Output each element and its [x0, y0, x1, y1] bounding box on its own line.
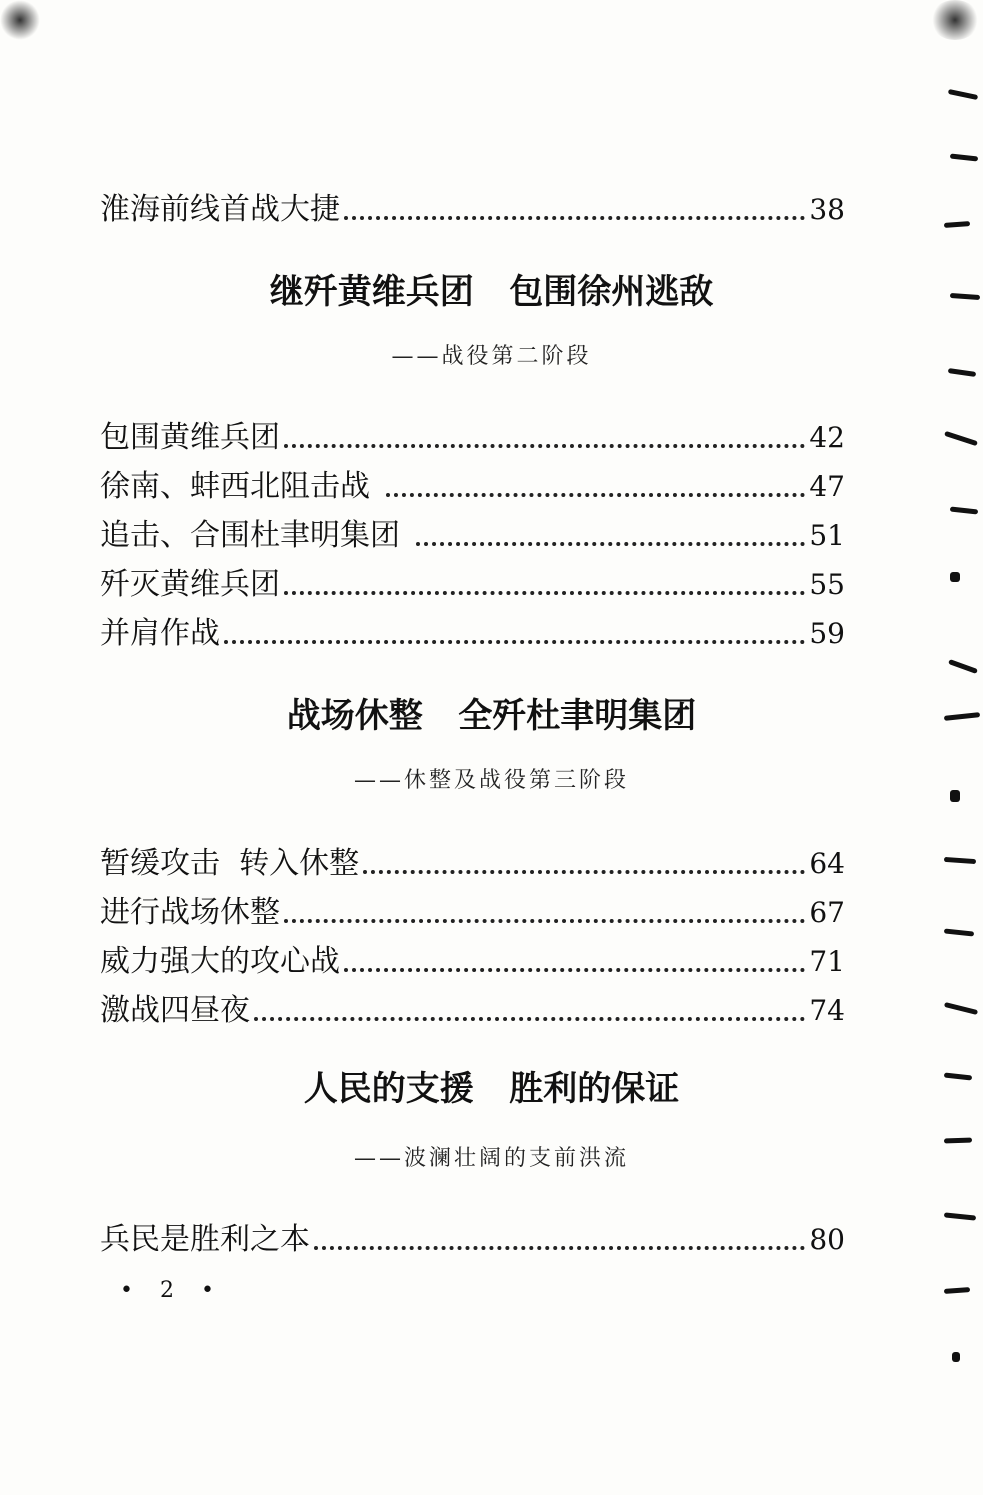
toc-entry-page: 59 [809, 617, 845, 650]
toc-entry [100, 889, 845, 933]
toc-entry-page: 51 [809, 519, 845, 552]
section-heading: 继歼黄维兵团 包围徐州逃敌 [269, 272, 714, 312]
toc-leader-dots [284, 444, 805, 448]
toc-leader-dots [224, 640, 805, 644]
toc-leader-dots [344, 968, 805, 972]
toc-entry [100, 1216, 845, 1260]
toc-leader-dots [254, 1017, 805, 1021]
toc-entry-page: 71 [809, 945, 845, 978]
toc-entry-page: 80 [809, 1223, 845, 1256]
toc-entry-title: 暂缓攻击 转入休整 [100, 846, 360, 881]
toc-entry-title: 威力强大的攻心战 [100, 944, 340, 979]
toc-entry [100, 610, 845, 654]
toc-entry-title: 歼灭黄维兵团 [100, 567, 280, 602]
toc-entry [100, 414, 845, 458]
section-subheading: ——波澜壮阔的支前洪流 [353, 1146, 629, 1171]
toc-entry-title: 追击、合围杜聿明集团 [100, 518, 400, 553]
toc-entry-page: 38 [809, 193, 845, 226]
toc-entry-page: 42 [809, 421, 845, 454]
toc-leader-dots [386, 493, 805, 497]
toc-entry [100, 561, 845, 605]
toc-leader-dots [284, 591, 805, 595]
toc-entry-page: 64 [809, 847, 845, 880]
toc-entry [100, 987, 845, 1031]
toc-entry [100, 186, 845, 230]
toc-entry [100, 463, 845, 507]
toc-entry-title: 淮海前线首战大捷 [100, 192, 340, 227]
toc-entry [100, 938, 845, 982]
page-number: • 2 • [120, 1278, 224, 1303]
toc-entry [100, 512, 845, 556]
section-subheading: ——战役第二阶段 [391, 344, 592, 369]
toc-entry-title: 进行战场休整 [100, 895, 280, 930]
toc-entry-page: 67 [809, 896, 845, 929]
section-heading: 战场休整 全歼杜聿明集团 [286, 696, 697, 736]
toc-leader-dots [284, 919, 805, 923]
toc-entry-title: 并肩作战 [100, 616, 220, 651]
toc-entry-page: 47 [809, 470, 845, 503]
toc-entry-page: 74 [809, 994, 845, 1027]
toc-leader-dots [416, 542, 805, 546]
toc-leader-dots [314, 1246, 805, 1250]
toc-entry-title: 激战四昼夜 [100, 993, 250, 1028]
toc-entry-page: 55 [809, 568, 845, 601]
toc-leader-dots [344, 216, 805, 220]
toc-entry [100, 840, 845, 884]
toc-entry-title: 包围黄维兵团 [100, 420, 280, 455]
toc-entry-title: 徐南、蚌西北阻击战 [100, 469, 370, 504]
section-heading: 人民的支援 胜利的保证 [303, 1069, 680, 1109]
toc-leader-dots [363, 870, 805, 874]
section-subheading: ——休整及战役第三阶段 [353, 768, 629, 793]
toc-entry-title: 兵民是胜利之本 [100, 1222, 310, 1257]
